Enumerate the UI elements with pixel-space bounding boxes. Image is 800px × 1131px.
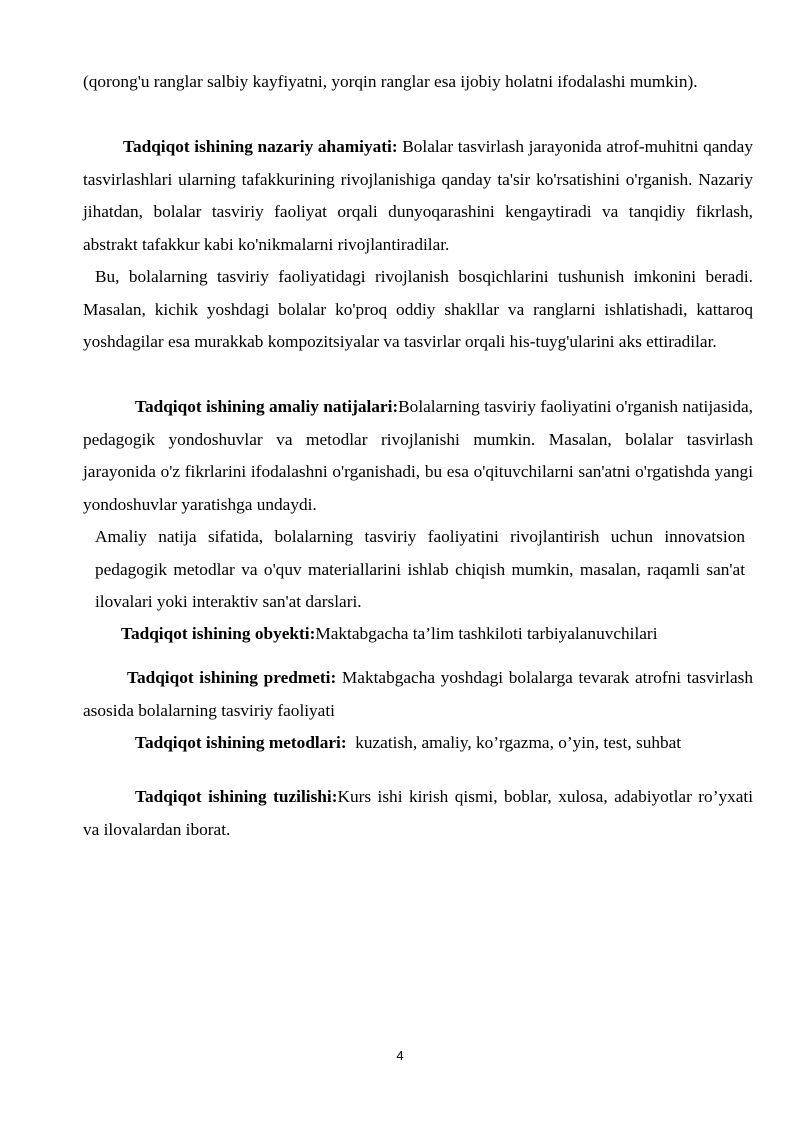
page-number: 4 (396, 1048, 404, 1063)
paragraph-research-structure (83, 781, 753, 846)
paragraph-text: kuzatish, amaliy, ko’rgazma, o’yin, test, suhbat (346, 733, 682, 752)
paragraph-research-object (83, 618, 753, 651)
paragraph-text: Bolalarning tasviriy faoliyatini o'rganish natijasida, pedagogik yondoshuvlar va metodlar rivojlanishi mumkin. Masalan, bolalar tasvirlash jarayonida o'z fikrlarini ifodalashni o'rganishadi, bu esa o'qituvchilarni san'atni o'rgatishda yangi yondoshuvlar yaratishga undaydi. (83, 397, 753, 514)
section-heading: Tadqiqot ishining obyekti: (121, 624, 316, 643)
section-heading: Tadqiqot ishining amaliy natijalari: (135, 397, 399, 416)
section-heading: Tadqiqot ishining nazariy ahamiyati: (123, 137, 398, 156)
paragraph-practical-results (83, 391, 753, 521)
paragraph-text: Bolalar tasvirlash jarayonida atrof-muhitni qanday tasvirlashlari ularning tafakkurining rivojlanishiga qanday ta'sir ko'rsatishini o'rganish. Nazariy jihatdan, bolalar tasviriy faoliyat orqali dunyoqarashini kengaytiradi va tanqidiy fikrlash, abstrakt tafakkur kabi ko'nikmalarni rivojlantiradilar. (83, 137, 753, 254)
paragraph-text: Maktabgacha yoshdagi bolalarga tevarak atrofni tasvirlash asosida bolalarning tasviriy faoliyati (83, 668, 753, 720)
section-heading: Tadqiqot ishining tuzilishi: (135, 787, 338, 806)
paragraph-text: (qorong'u ranglar salbiy kayfiyatni, yorqin ranglar esa ijobiy holatni ifodalashi mumkin). (83, 72, 698, 91)
paragraph-text: Bu, bolalarning tasviriy faoliyatidagi rivojlanish bosqichlarini tushunish imkonini beradi. Masalan, kichik yoshdagi bolalar ko'proq oddiy shakllar va ranglarni ishlatishadi, kattaroq yoshdagilar esa murakkab kompozitsiyalar va tasvirlar orqali his-tuyg'ularini aks ettiradilar. (83, 267, 753, 351)
paragraph-intro-continuation (83, 66, 753, 99)
paragraph-research-methods (83, 727, 753, 760)
paragraph-practical-outcome (95, 521, 745, 619)
paragraph-text: Amaliy natija sifatida, bolalarning tasviriy faoliyatini rivojlantirish uchun innovatsion pedagogik metodlar va o'quv materiallarini ishlab chiqish mumkin, masalan, raqamli san'at ilovalari yoki interaktiv san'at darslari. (95, 527, 745, 611)
paragraph-development-stages (83, 261, 753, 359)
section-heading: Tadqiqot ishining predmeti: (127, 668, 337, 687)
section-heading: Tadqiqot ishining metodlari: (135, 733, 347, 752)
paragraph-text: Kurs ishi kirish qismi, boblar, xulosa, adabiyotlar ro’yxati va ilovalardan iborat. (83, 787, 753, 839)
paragraph-text: Maktabgacha ta’lim tashkiloti tarbiyalanuvchilari (315, 624, 658, 643)
paragraph-research-subject (83, 662, 753, 727)
paragraph-theoretical-significance (83, 131, 753, 261)
